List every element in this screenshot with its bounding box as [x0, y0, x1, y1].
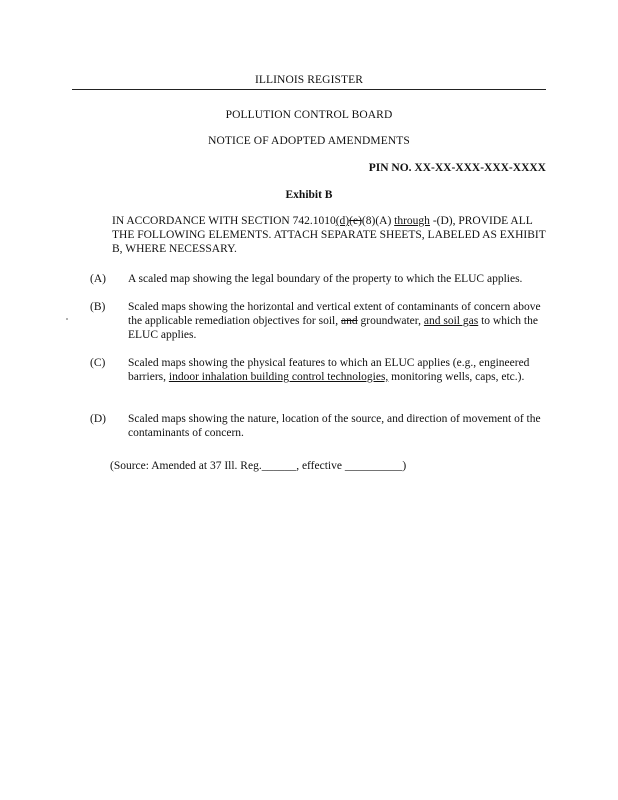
- item-b-text-2: groundwater,: [357, 315, 424, 327]
- item-label: (C): [90, 357, 106, 369]
- instruction-inserted-2: through: [394, 215, 430, 227]
- item-text: A scaled map showing the legal boundary of the property to which the ELUC applies.: [128, 273, 523, 285]
- pin-number: PIN NO. XX-XX-XXX-XXX-XXXX: [368, 162, 546, 174]
- item-c-text-2: monitoring wells, caps, etc.).: [388, 371, 525, 383]
- item-c-inserted: indoor inhalation building control technologies,: [168, 371, 389, 383]
- item-label: (A): [90, 273, 106, 285]
- notice-title: NOTICE OF ADOPTED AMENDMENTS: [208, 135, 410, 147]
- item-b-deleted: and: [341, 315, 358, 327]
- source-note: (Source: Amended at 37 Ill. Reg.______, effective __________): [110, 460, 407, 472]
- list-item-a: [90, 272, 546, 286]
- instruction-text-1: IN ACCORDANCE WITH SECTION 742.1010: [112, 215, 336, 227]
- header-rule: [72, 89, 546, 90]
- item-text: [128, 300, 546, 342]
- exhibit-title: Exhibit B: [285, 189, 333, 201]
- item-label: (D): [90, 413, 106, 425]
- list-item-c: [90, 356, 546, 384]
- item-b-text-3: to which the ELUC applies.: [128, 315, 538, 341]
- item-text: [128, 356, 546, 384]
- instruction-inserted-1: (d): [335, 215, 350, 227]
- item-text: Scaled maps showing the nature, location of the source, and direction of movement of the contaminants of concern.: [128, 413, 541, 439]
- item-b-inserted: and soil gas: [423, 315, 479, 327]
- instruction-deleted-1: (e): [349, 215, 362, 227]
- instruction-text-3: -(D), PROVIDE ALL THE FOLLOWING ELEMENTS. ATTACH SEPARATE SHEETS, LABELED AS EXHIBIT B, WHERE NECESSARY.: [112, 215, 546, 255]
- item-c-text-1: Scaled maps showing the physical features to which an ELUC applies (e.g., engineered barriers,: [128, 357, 530, 383]
- register-header: ILLINOIS REGISTER: [254, 74, 364, 86]
- item-label: (B): [90, 301, 106, 313]
- instruction-text-2: (8)(A): [361, 215, 395, 227]
- board-title: POLLUTION CONTROL BOARD: [225, 109, 393, 121]
- stray-mark: [66, 318, 68, 320]
- instruction-paragraph: [112, 214, 548, 256]
- list-item-d: [90, 412, 546, 440]
- item-b-text-1: Scaled maps showing the horizontal and vertical extent of contaminants of concern above the applicable remediation objectives for soil,: [128, 301, 541, 327]
- list-item-b: [90, 300, 546, 342]
